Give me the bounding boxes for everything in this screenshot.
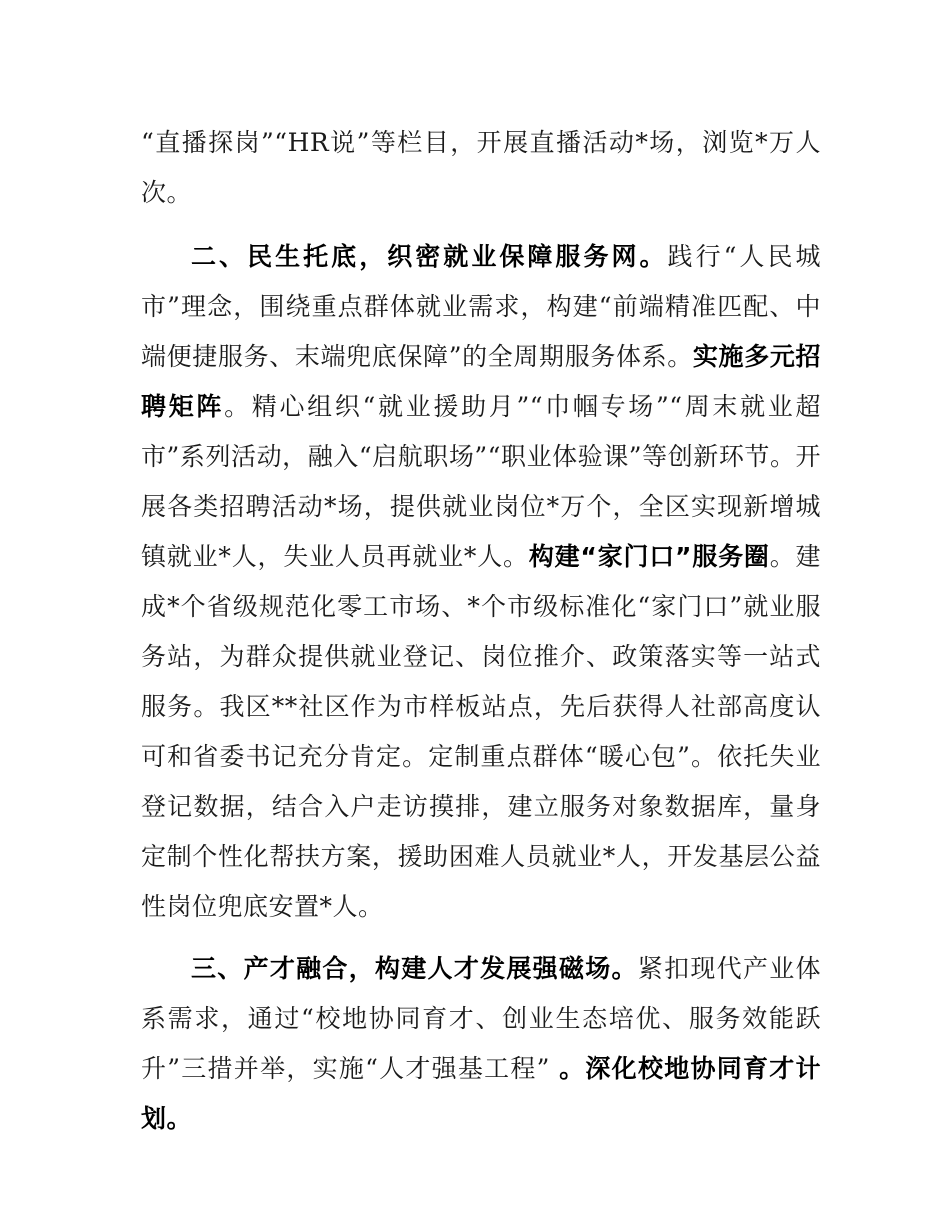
subheading-school-local-cooperation: 。深化校地协同育才计划。 (141, 1054, 821, 1133)
subheading-warm-package: 定制重点群体“暖心包” (428, 742, 691, 771)
paragraph-livestream (141, 118, 821, 218)
doorstep-service-text: 。建成*个省级规范化零工市场、*个市级标准化“家门口”就业服务站，为群众提供就业登记、岗位推介、政策落实等一站式服务。我区**社区作为市样板站点，先后获得人社部高度认可和省委书记充分肯定。 (141, 542, 821, 771)
paragraph-talent-development (141, 944, 821, 1144)
subheading-doorstep-service: 构建“家门口”服务圈 (528, 542, 770, 571)
warm-package-text: 。依托失业登记数据，结合入户走访摸排，建立服务对象数据库，量身定制个性化帮扶方案，援助困难人员就业*人，开发基层公益性岗位兜底安置*人。 (141, 742, 821, 921)
section-two-intro: 践行“人民城市”理念，围绕重点群体就业需求，构建“前端精准匹配、中端便捷服务、末端兜底保障”的全周期服务体系。 (141, 242, 821, 371)
section-heading-two: 二、民生托底，织密就业保障服务网。 (191, 242, 668, 271)
subheading-recruitment-matrix: 实施多元招聘矩阵 (141, 342, 821, 421)
paragraph-livestream-text: “直播探岗”“HR说”等栏目，开展直播活动*场，浏览*万人次。 (141, 128, 821, 207)
recruitment-matrix-text: 。精心组织“就业援助月”“巾帼专场”“周末就业超市”系列活动，融入“启航职场”“职业体验课”等创新环节。开展各类招聘活动*场，提供就业岗位*万个，全区实现新增城镇就业*人，失业人员再就业*人。 (141, 392, 821, 571)
section-three-intro: 紧扣现代产业体系需求，通过“校地协同育才、创业生态培优、服务效能跃升”三措并举，实施“人才强基工程” (141, 954, 821, 1083)
section-heading-three: 三、产才融合，构建人才发展强磁场。 (191, 954, 638, 983)
paragraph-employment-guarantee (141, 232, 821, 932)
